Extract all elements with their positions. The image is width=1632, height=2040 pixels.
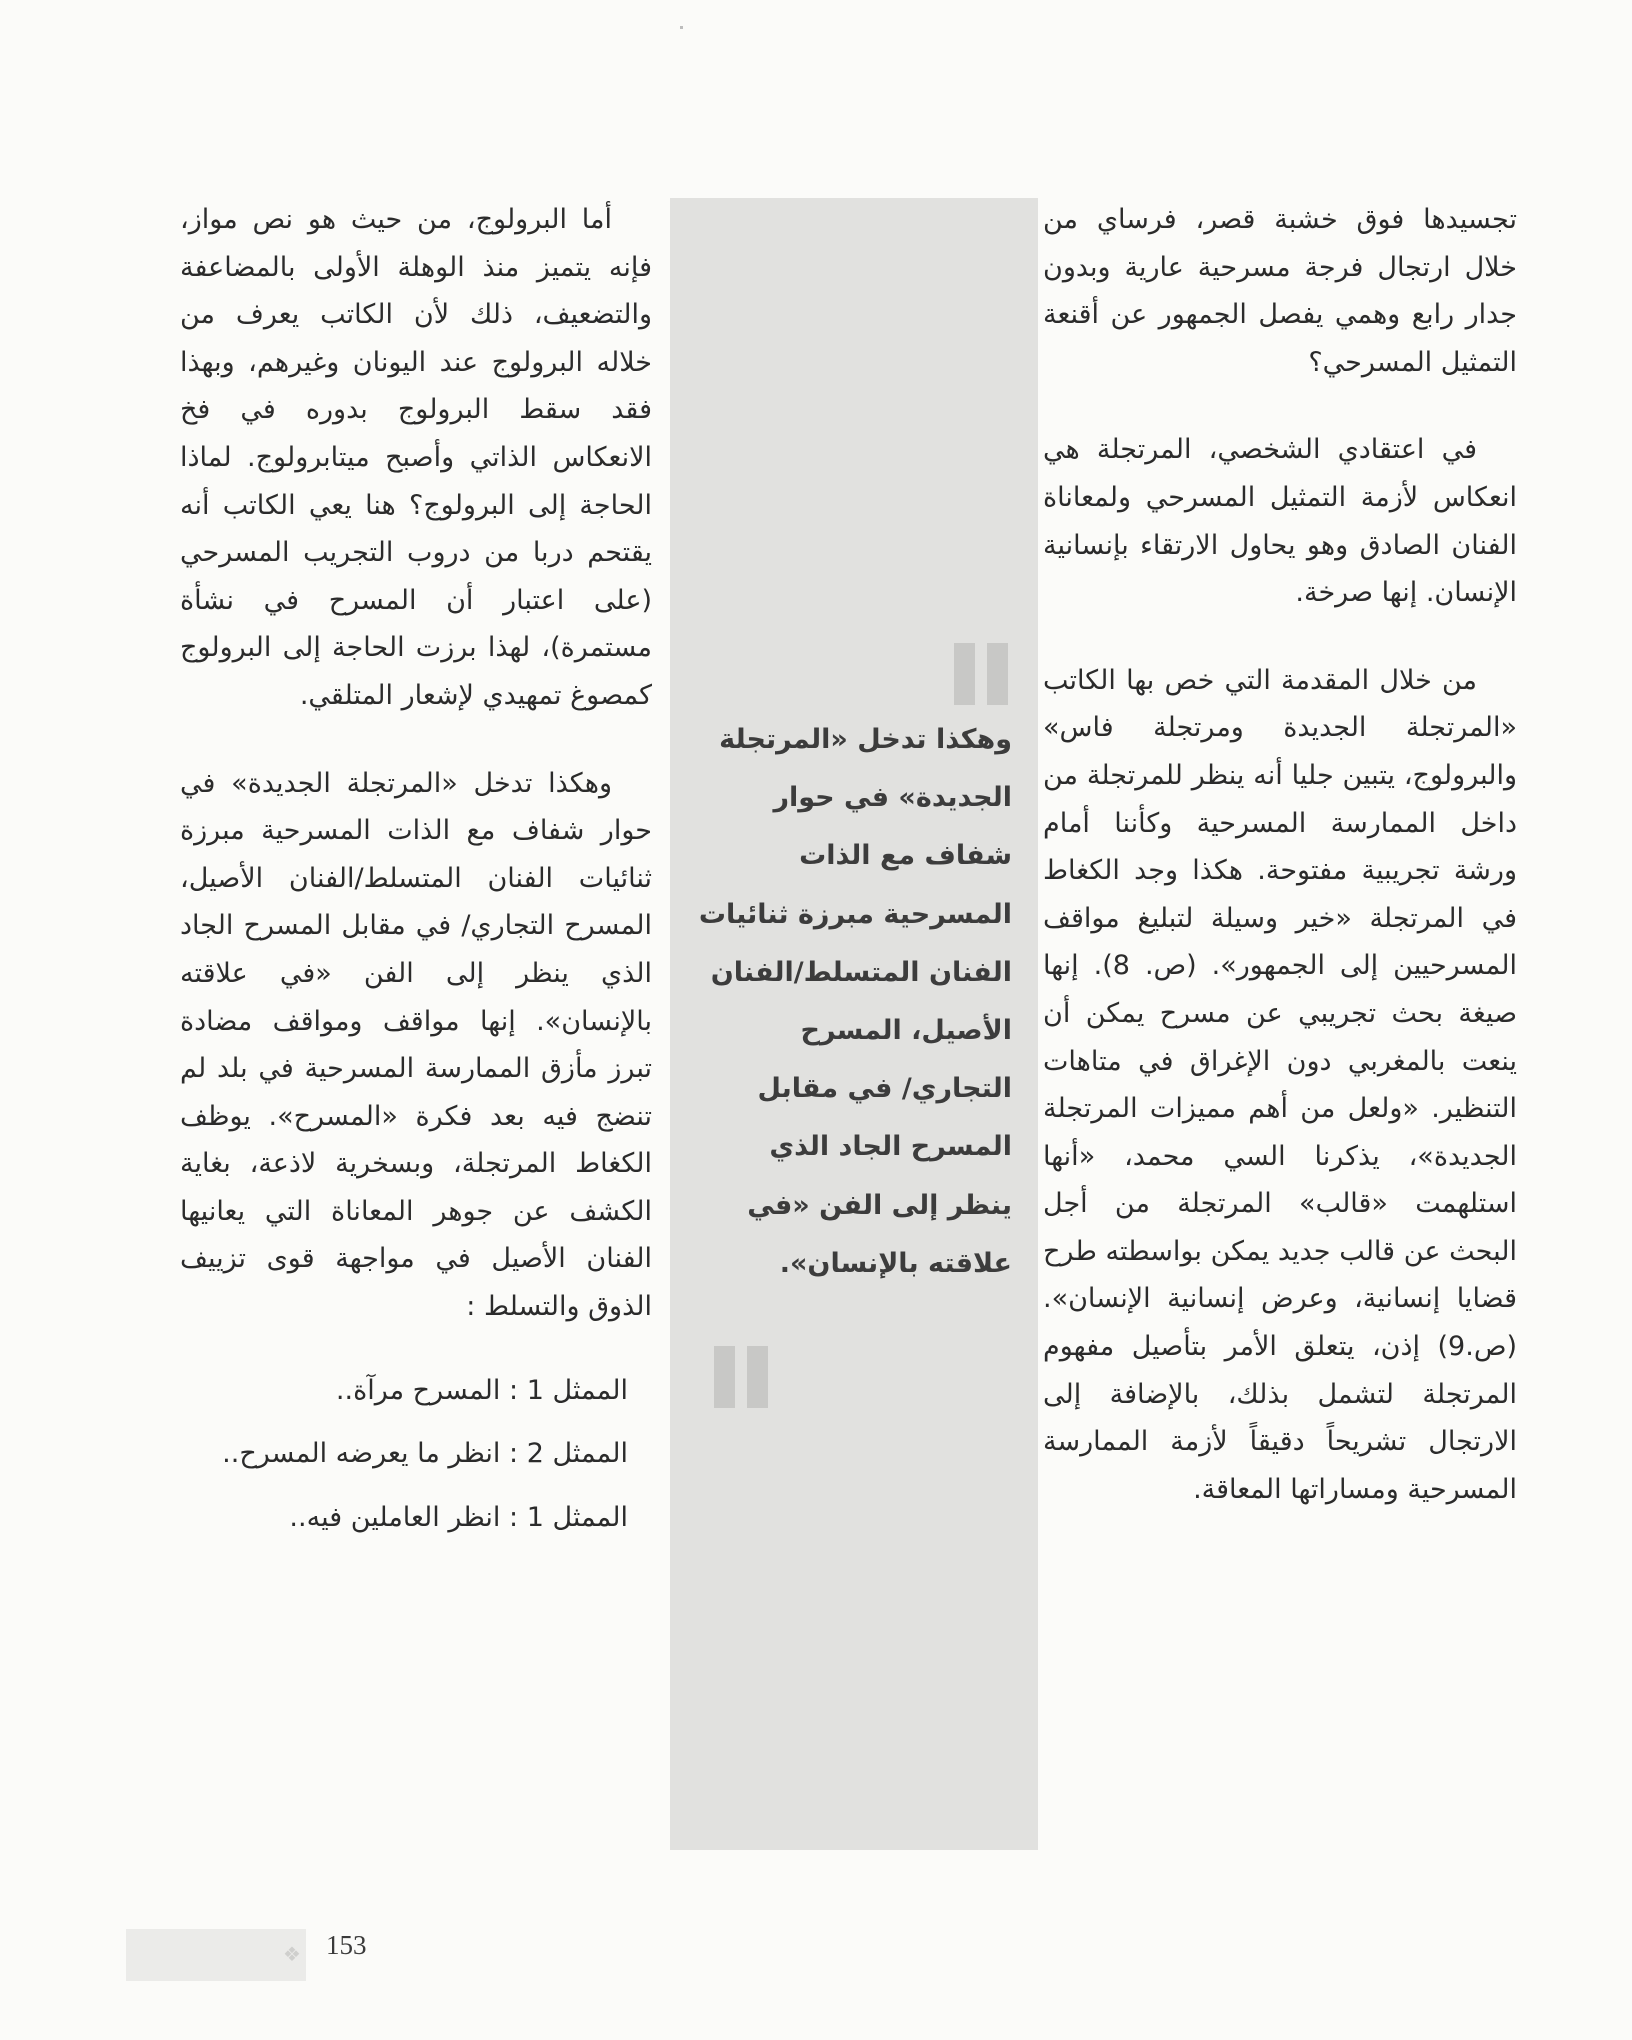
closing-quote-icon bbox=[714, 1346, 770, 1408]
paragraph: في اعتقادي الشخصي، المرتجلة هي انعكاس لأزمة التمثيل المسرحي ولمعاناة الفنان الصادق وهو يحاول الارتقاء بإنسانية الإنسان. إنها صرخة. bbox=[1043, 434, 1517, 609]
paragraph: تجسيدها فوق خشبة قصر، فرساي من خلال ارتجال فرجة مسرحية عارية وبدون جدار رابع وهمي يفصل الجمهور عن أقنعة التمثيل المسرحي؟ bbox=[1043, 204, 1517, 378]
dialogue-line: الممثل 1 : انظر العاملين فيه.. bbox=[289, 1501, 628, 1533]
printer-mark bbox=[680, 26, 683, 29]
dialogue-line: الممثل 2 : انظر ما يعرضه المسرح.. bbox=[222, 1438, 628, 1470]
paragraph: أما البرولوج، من حيث هو نص مواز، فإنه يتميز منذ الوهلة الأولى بالمضاعفة والتضعيف، ذلك لأن الكاتب يعرف من خلاله البرولوج عند اليونان وغيرهم، وبهذا فقد سقط البرولوج بدوره في فخ الانعكاس الذاتي وأصبح ميتابرولوج. لماذا الحاجة إلى البرولوج؟ هنا يعي الكاتب أنه يقتحم دربا من دروب التجريب المسرحي (على اعتبار أن المسرح في نشأة مستمرة)، لهذا برزت الحاجة إلى البرولوج كمصوغ تمهيدي لإشعار المتلقي. bbox=[180, 204, 652, 711]
pull-quote-text: وهكذا تدخل «المرتجلة الجديدة» في حوار شفاف مع الذات المسرحية مبرزة ثنائيات الفنان المتسلط/الفنان الأصيل، المسرح التجاري/ في مقابل المسرح الجاد الذي ينظر إلى الفن «في علاقته بالإنسان». bbox=[698, 724, 1012, 1279]
page-number: 153 bbox=[326, 1930, 367, 1960]
dialogue-block bbox=[180, 1367, 652, 1542]
paragraph: من خلال المقدمة التي خص بها الكاتب «المرتجلة الجديدة ومرتجلة فاس» والبرولوج، يتبين جليا أنه ينظر للمرتجلة من داخل الممارسة المسرحية وكأننا أمام ورشة تجريبية مفتوحة. هكذا وجد الكغاط في المرتجلة «خير وسيلة لتبليغ مواقف المسرحيين إلى الجمهور». (ص. 8). إنها صيغة بحث تجريبي عن مسرح يمكن أن ينعت بالمغربي دون الإغراق في متاهات التنظير. «ولعل من أهم مميزات المرتجلة الجديدة»، يذكرنا السي محمد، «أنها استلهمت «قالب» المرتجلة من أجل البحث عن قالب جديد يمكن بواسطته طرح قضايا إنسانية، وعرض إنسانية الإنسان». (ص.9) إذن، يتعلق الأمر بتأصيل مفهوم المرتجلة لتشمل بذلك، بالإضافة إلى الارتجال تشريحاً دقيقاً لأزمة الممارسة المسرحية ومساراتها المعاقة. bbox=[1043, 664, 1517, 1505]
left-column bbox=[180, 196, 652, 1557]
right-column bbox=[1043, 196, 1517, 1553]
opening-quote-icon bbox=[954, 643, 1010, 705]
paragraph: وهكذا تدخل «المرتجلة الجديدة» في حوار شفاف مع الذات المسرحية مبرزة ثنائيات الفنان المتسلط/الفنان الأصيل، المسرح التجاري/ في مقابل المسرح الجاد الذي ينظر إلى الفن «في علاقته بالإنسان». إنها مواقف ومواقف مضادة تبرز مأزق الممارسة المسرحية في بلد لم تنضج فيه بعد فكرة «المسرح». يوظف الكغاط المرتجلة، وبسخرية لاذعة، بغاية الكشف عن جوهر المعاناة التي يعانيها الفنان الأصيل في مواجهة قوى تزييف الذوق والتسلط : bbox=[180, 767, 652, 1323]
magazine-logo-icon: ❖ bbox=[283, 1942, 301, 1966]
pull-quote-box bbox=[670, 198, 1038, 1850]
dialogue-line: الممثل 1 : المسرح مرآة.. bbox=[335, 1374, 628, 1406]
